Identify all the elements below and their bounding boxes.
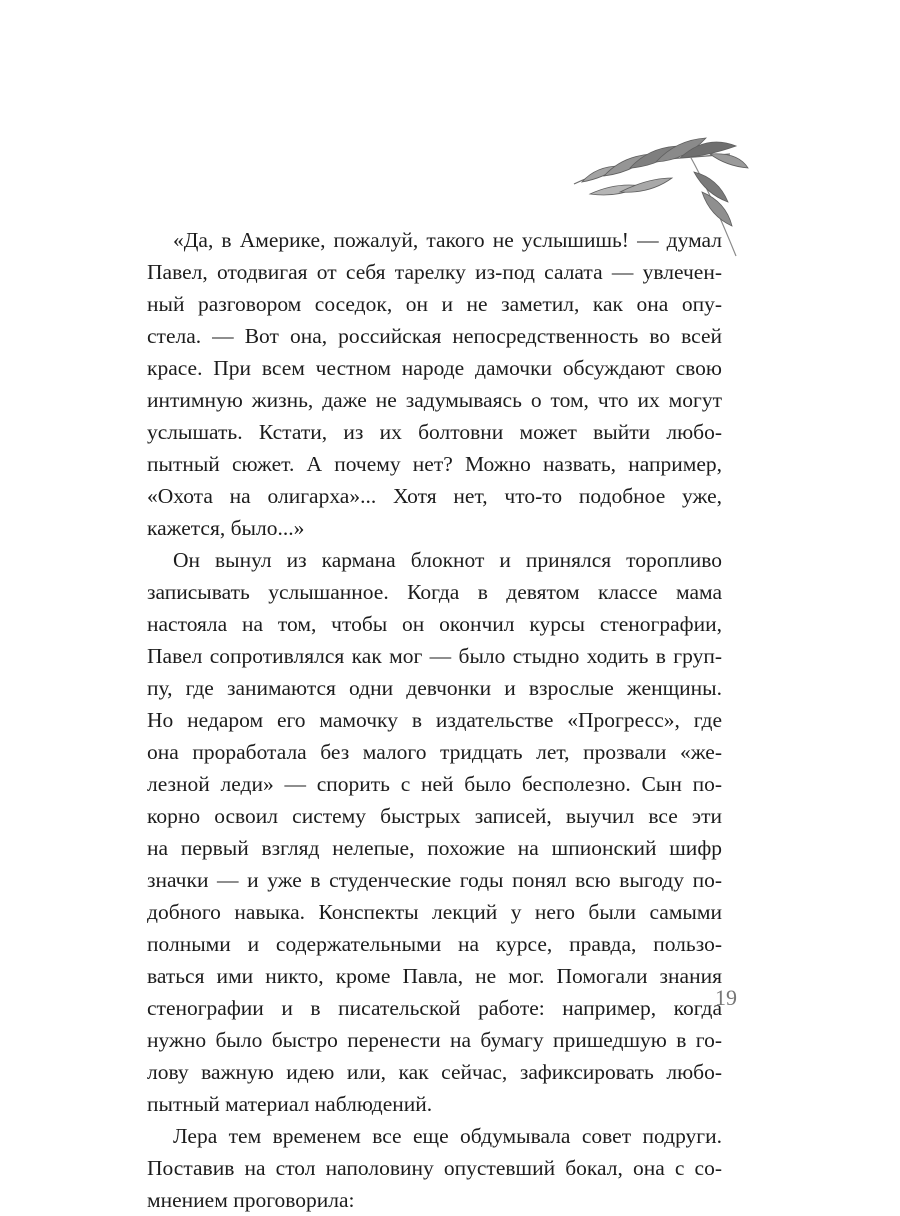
text-line: пу, где занимаются одни девчонки и взрослые женщины. xyxy=(147,676,722,700)
text-line: на первый взгляд нелепые, похожие на шпионский шифр xyxy=(147,836,722,860)
text-line: пытный сюжет. А почему нет? Можно назвать, например, xyxy=(147,452,722,476)
text-line: Но недаром его мамочку в издательстве «Прогресс», где xyxy=(147,708,722,732)
text-line: настояла на том, чтобы он окончил курсы стенографии, xyxy=(147,612,722,636)
page-number: 19 xyxy=(715,985,737,1010)
text-line: красе. При всем честном народе дамочки обсуждают свою xyxy=(147,356,722,380)
text-line: лову важную идею или, как сейчас, зафиксировать любо- xyxy=(147,1060,722,1084)
text-line: стела. — Вот она, российская непосредственность во всей xyxy=(147,324,722,348)
text-line: записывать услышанное. Когда в девятом классе мама xyxy=(147,580,722,604)
text-line: Поставив на стол наполовину опустевший бокал, она с со- xyxy=(147,1156,722,1180)
text-line: добного навыка. Конспекты лекций у него были самыми xyxy=(147,900,722,924)
text-line: пытный материал наблюдений. xyxy=(147,1092,433,1116)
text-line: кажется, было...» xyxy=(147,516,305,540)
text-line: мнением проговорила: xyxy=(147,1188,355,1212)
text-line: Павел сопротивлялся как мог — было стыдно ходить в груп- xyxy=(147,644,722,668)
text-line: корно освоил систему быстрых записей, выучил все эти xyxy=(147,804,722,828)
body-text xyxy=(147,224,722,1216)
text-line: значки — и уже в студенческие годы понял всю выгоду по- xyxy=(147,868,722,892)
text-line: «Охота на олигарха»... Хотя нет, что-то подобное уже, xyxy=(147,484,722,508)
text-line: нужно было быстро перенести на бумагу пришедшую в го- xyxy=(147,1028,722,1052)
text-line: ный разговором соседок, он и не заметил, как она опу- xyxy=(147,292,722,316)
text-line: Он вынул из кармана блокнот и принялся торопливо xyxy=(173,548,722,572)
text-line: Лера тем временем все еще обдумывала совет подруги. xyxy=(173,1124,722,1148)
text-line: ваться ими никто, кроме Павла, не мог. Помогали знания xyxy=(147,964,722,988)
text-line: Павел, отодвигая от себя тарелку из-под салата — увлечен- xyxy=(147,260,722,284)
text-line: полными и содержательными на курсе, правда, пользо- xyxy=(147,932,722,956)
text-line: интимную жизнь, даже не задумываясь о том, что их могут xyxy=(147,388,722,412)
text-line: лезной леди» — спорить с ней было бесполезно. Сын по- xyxy=(147,772,722,796)
text-line: она проработала без малого тридцать лет, прозвали «же- xyxy=(147,740,722,764)
text-line: «Да, в Америке, пожалуй, такого не услышишь! — думал xyxy=(173,228,722,252)
text-line: стенографии и в писательской работе: например, когда xyxy=(147,996,722,1020)
text-line: услышать. Кстати, из их болтовни может выйти любо- xyxy=(147,420,722,444)
